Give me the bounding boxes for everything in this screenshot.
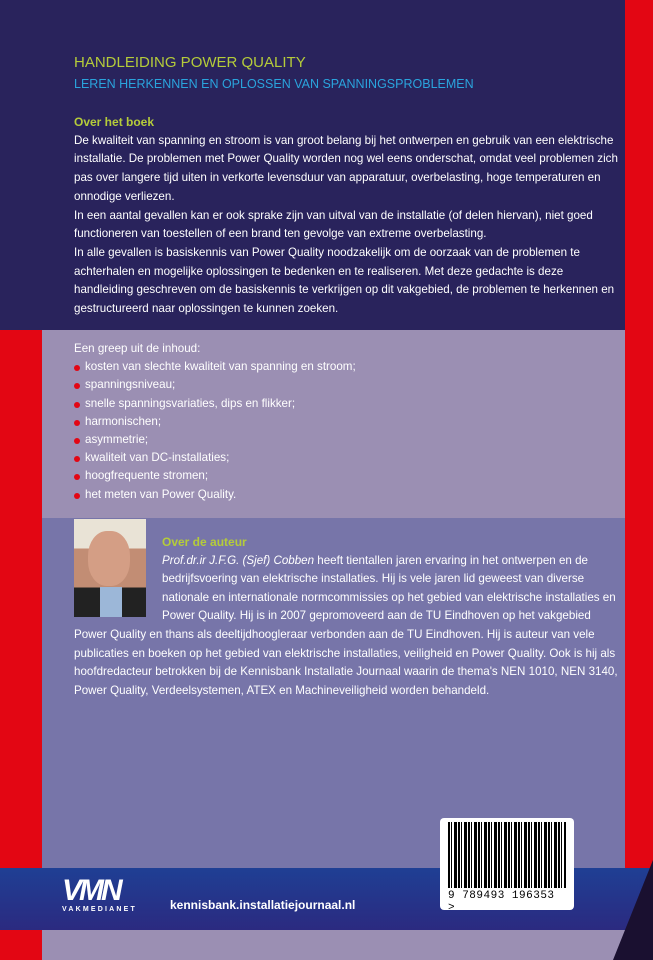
list-item: hoogfrequente stromen; bbox=[74, 467, 356, 485]
list-item: asymmetrie; bbox=[74, 431, 356, 449]
about-author-section bbox=[74, 533, 622, 700]
contents-list bbox=[74, 358, 356, 504]
website-url: kennisbank.installatiejournaal.nl bbox=[170, 898, 356, 912]
list-item: kosten van slechte kwaliteit van spanning en stroom; bbox=[74, 358, 356, 376]
bottom-strip bbox=[42, 930, 625, 960]
isbn-barcode bbox=[440, 818, 574, 914]
logo-main: VMN bbox=[62, 874, 120, 907]
barcode-icon bbox=[448, 822, 566, 888]
about-book-paragraph: In een aantal gevallen kan er ook sprake zijn van uitval van de installatie (of delen hiervan), niet goed functioneren van toestellen of een brand ten gevolge van extreme overbelasting. bbox=[74, 208, 593, 241]
isbn-number: 9 789493 196353 > bbox=[448, 890, 555, 914]
list-item: het meten van Power Quality. bbox=[74, 486, 356, 504]
book-subtitle: LEREN HERKENNEN EN OPLOSSEN VAN SPANNINGSPROBLEMEN bbox=[74, 77, 474, 91]
author-bio-text: heeft tientallen jaren ervaring in het ontwerpen en de bedrijfsvoering van elektrische installaties. Hij is vele jaren lid geweest van diverse nationale en internationale normcommissies op het gebied van elektrische installaties en Power Quality. Hij is in 2007 gepromoveerd aan de TU Eindhoven op het vakgebied Power Quality en thans als deeltijdhoogleraar verbonden aan de TU Eindhoven. Hij is auteur van vele publicaties en boeken op het gebied van elektrische installaties, veiligheid en Power Quality. Ook is hij als hoofdredacteur betrokken bij de Kennisbank Installatie Journaal waarin de thema's NEN 1010, NEN 3140, Power Quality, Verdeelsystemen, ATEX en Machineveiligheid worden behandeld. bbox=[74, 553, 618, 697]
list-item: snelle spanningsvariaties, dips en flikker; bbox=[74, 395, 356, 413]
about-book-paragraph: In alle gevallen is basiskennis van Power Quality noodzakelijk om de oorzaak van de problemen te achterhalen en mogelijke oplossingen te bedenken en te realiseren. Met deze gedachte is deze handleiding geschreven om de basiskennis te verkrijgen op dit vakgebied, de problemen te herkennen en gestructureerd naar oplossingen te kunnen zoeken. bbox=[74, 245, 615, 316]
author-name: Prof.dr.ir J.F.G. (Sjef) Cobben bbox=[162, 553, 315, 567]
about-book-section bbox=[74, 113, 619, 319]
book-title: HANDLEIDING POWER QUALITY bbox=[74, 54, 306, 71]
about-author-heading: Over de auteur bbox=[162, 535, 247, 549]
about-book-paragraph: De kwaliteit van spanning en stroom is van groot belang bij het ontwerpen en gebruik van een elektrische installatie. De problemen met Power Quality worden nog wel eens onderschat, omdat veel problemen zich pas over langere tijd uiten in verkorte levensduur van apparatuur, overbelasting, hoge temperaturen en onnodige verliezen. bbox=[74, 133, 618, 203]
list-item: spanningsniveau; bbox=[74, 376, 356, 394]
list-item: harmonischen; bbox=[74, 413, 356, 431]
contents-intro: Een greep uit de inhoud: bbox=[74, 342, 201, 355]
contents-section bbox=[74, 340, 356, 504]
publisher-logo bbox=[62, 876, 152, 913]
list-item: kwaliteit van DC-installaties; bbox=[74, 449, 356, 467]
about-book-heading: Over het boek bbox=[74, 115, 155, 129]
logo-sub: VAKMEDIANET bbox=[62, 906, 138, 913]
